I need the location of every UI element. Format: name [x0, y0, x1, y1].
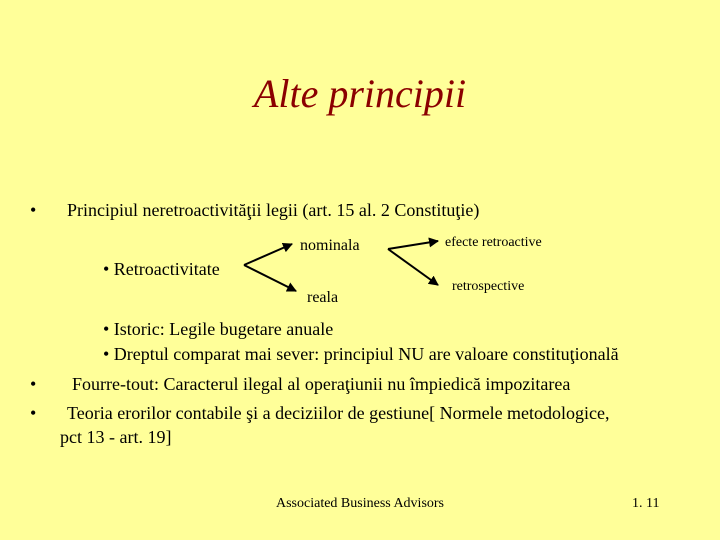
footer-company: Associated Business Advisors: [276, 496, 444, 511]
slide-title: Alte principii: [253, 71, 467, 116]
arrow-to-nominal: [244, 244, 292, 265]
bullet-marker: •: [30, 403, 37, 423]
branch-real-label: reala: [307, 289, 339, 306]
effect-retrospective-label: retrospective: [452, 279, 525, 294]
branch-nominal-label: nominala: [300, 237, 360, 254]
bullet-marker: •: [30, 374, 37, 394]
arrow-to-retrospective: [388, 249, 438, 285]
bullet-marker: •: [30, 200, 37, 220]
arrow-to-retroactive: [388, 241, 438, 249]
arrow-to-real: [244, 265, 296, 291]
retroactivity-label: • Retroactivitate: [103, 259, 220, 279]
bullet-accounting-errors-line2: pct 13 - art. 19]: [60, 427, 172, 447]
footer-page-number: 1. 11: [632, 496, 660, 511]
sub-point-comparative-law: • Dreptul comparat mai sever: principiul NU are valoare constituţională: [103, 344, 619, 364]
effect-retroactive-label: efecte retroactive: [445, 235, 542, 250]
bullet-fourre-tout-text: Fourre-tout: Caracterul ilegal al operaţiunii nu împiedică impozitarea: [72, 374, 571, 394]
sub-point-history: • Istoric: Legile bugetare anuale: [103, 319, 334, 339]
bullet-accounting-errors-line1: Teoria erorilor contabile şi a deciziilor de gestiune[ Normele metodologice,: [67, 403, 610, 423]
bullet-principle-text: Principiul neretroactivităţii legii (art. 15 al. 2 Constituţie): [67, 200, 480, 220]
